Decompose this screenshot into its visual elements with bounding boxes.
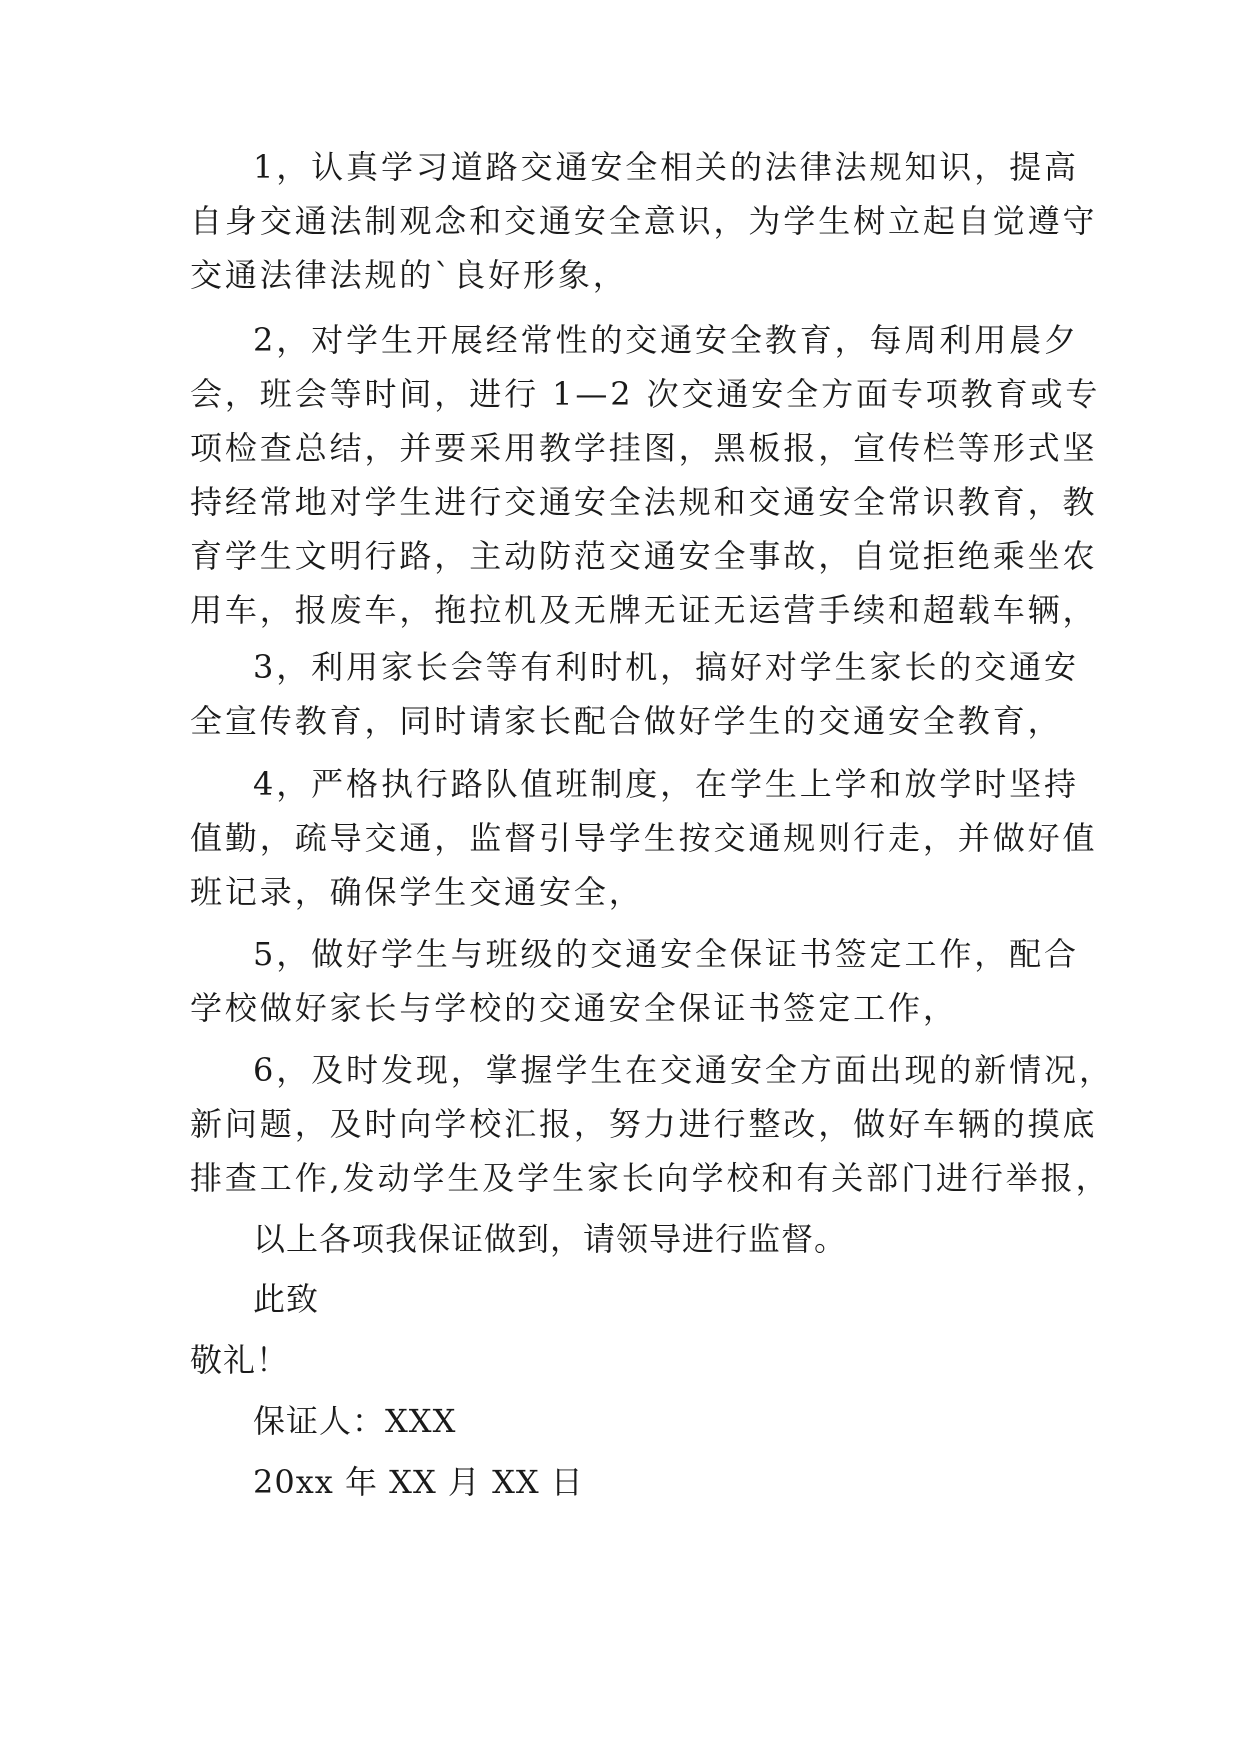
paragraph-2-line-1: 2，对学生开展经常性的交通安全教育，每周利用晨夕 <box>253 321 1079 359</box>
closing-regards: 敬礼！ <box>190 1341 290 1379</box>
paragraph-4-line-1: 4，严格执行路队值班制度，在学生上学和放学时坚持 <box>253 765 1079 803</box>
paragraph-6-line-2: 新问题，及时向学校汇报，努力进行整改，做好车辆的摸底 <box>190 1105 1098 1143</box>
paragraph-6-line-3: 排查工作,发动学生及学生家长向学校和有关部门进行举报， <box>190 1159 1111 1197</box>
paragraph-2-line-5: 育学生文明行路，主动防范交通安全事故，自觉拒绝乘坐农 <box>190 537 1098 575</box>
paragraph-1-line-1: 1，认真学习道路交通安全相关的法律法规知识，提高 <box>253 148 1079 186</box>
paragraph-2-line-6: 用车，报废车，拖拉机及无牌无证无运营手续和超载车辆， <box>190 591 1098 629</box>
paragraph-1-line-3: 交通法律法规的`良好形象， <box>190 256 628 294</box>
paragraph-2-line-4: 持经常地对学生进行交通安全法规和交通安全常识教育，教 <box>190 483 1098 521</box>
paragraph-4-line-3: 班记录，确保学生交通安全， <box>190 873 644 911</box>
closing-statement: 以上各项我保证做到，请领导进行监督。 <box>253 1220 848 1258</box>
paragraph-3-line-2: 全宣传教育，同时请家长配合做好学生的交通安全教育， <box>190 702 1063 740</box>
paragraph-3-line-1: 3，利用家长会等有利时机，搞好对学生家长的交通安 <box>253 648 1079 686</box>
paragraph-2-line-3: 项检查总结，并要采用教学挂图，黑板报，宣传栏等形式坚 <box>190 429 1098 467</box>
paragraph-1-line-2: 自身交通法制观念和交通安全意识，为学生树立起自觉遵守 <box>190 202 1098 240</box>
paragraph-6-line-1: 6，及时发现，掌握学生在交通安全方面出现的新情况， <box>253 1051 1114 1089</box>
paragraph-5-line-2: 学校做好家长与学校的交通安全保证书签定工作， <box>190 989 958 1027</box>
paragraph-2-line-2: 会，班会等时间，进行 1—2 次交通安全方面专项教育或专 <box>190 375 1101 413</box>
signature-date: 20xx 年 XX 月 XX 日 <box>253 1463 584 1501</box>
closing-salutation: 此致 <box>253 1280 320 1318</box>
signature-guarantor: 保证人：XXX <box>253 1402 457 1440</box>
paragraph-5-line-1: 5，做好学生与班级的交通安全保证书签定工作，配合 <box>253 935 1079 973</box>
paragraph-4-line-2: 值勤，疏导交通，监督引导学生按交通规则行走，并做好值 <box>190 819 1098 857</box>
